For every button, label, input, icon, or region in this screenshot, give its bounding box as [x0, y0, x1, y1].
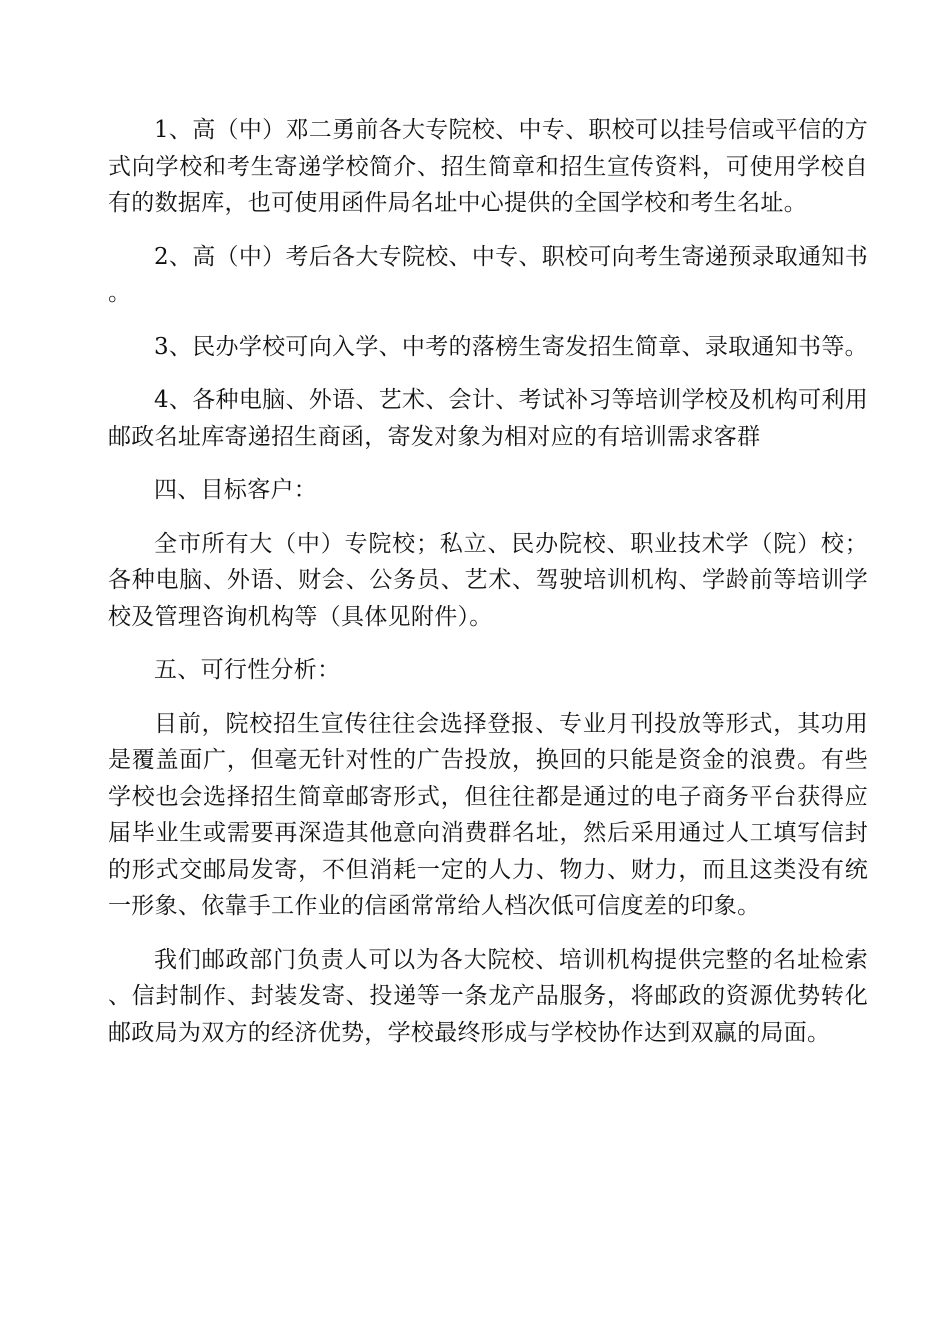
- paragraph-target-customers: 全市所有大（中）专院校；私立、民办院校、职业技术学（院）校；各种电脑、外语、财会、公务员、艺术、驾驶培训机构、学龄前等培训学校及管理咨询机构等（具体见附件）。: [108, 530, 868, 630]
- paragraph-feasibility-2: 我们邮政部门负责人可以为各大院校、培训机构提供完整的名址检索、信封制作、封装发寄、投递等一条龙产品服务，将邮政的资源优势转化邮政局为双方的经济优势，学校最终形成与学校协作达到双赢的局面。: [108, 946, 868, 1046]
- section-heading-target-customers: 四、目标客户：: [154, 477, 318, 503]
- paragraph-feasibility-1: 目前，院校招生宣传往往会选择登报、专业月刊投放等形式，其功用是覆盖面广，但毫无针对性的广告投放，换回的只能是资金的浪费。有些学校也会选择招生简章邮寄形式，但往往都是通过的电子商务平台获得应届毕业生或需要再深造其他意向消费群名址，然后采用通过人工填写信封的形式交邮局发寄，不但消耗一定的人力、物力、财力，而且这类没有统一形象、依靠手工作业的信函常常给人档次低可信度差的印象。: [108, 710, 868, 919]
- paragraph-item-2: 2、高（中）考后各大专院校、中专、职校可向考生寄递预录取通知书。: [108, 243, 868, 306]
- paragraph-item-4: 4、各种电脑、外语、艺术、会计、考试补习等培训学校及机构可利用邮政名址库寄递招生商函，寄发对象为相对应的有培训需求客群: [108, 387, 868, 450]
- paragraph-item-3: 3、民办学校可向入学、中考的落榜生寄发招生简章、录取通知书等。: [154, 333, 868, 360]
- paragraph-item-1: 1、高（中）邓二勇前各大专院校、中专、职校可以挂号信或平信的方式向学校和考生寄递学校简介、招生简章和招生宣传资料，可使用学校自有的数据库，也可使用函件局名址中心提供的全国学校和考生名址。: [108, 117, 868, 216]
- section-heading-feasibility: 五、可行性分析：: [154, 657, 341, 683]
- document-body: [108, 112, 868, 1068]
